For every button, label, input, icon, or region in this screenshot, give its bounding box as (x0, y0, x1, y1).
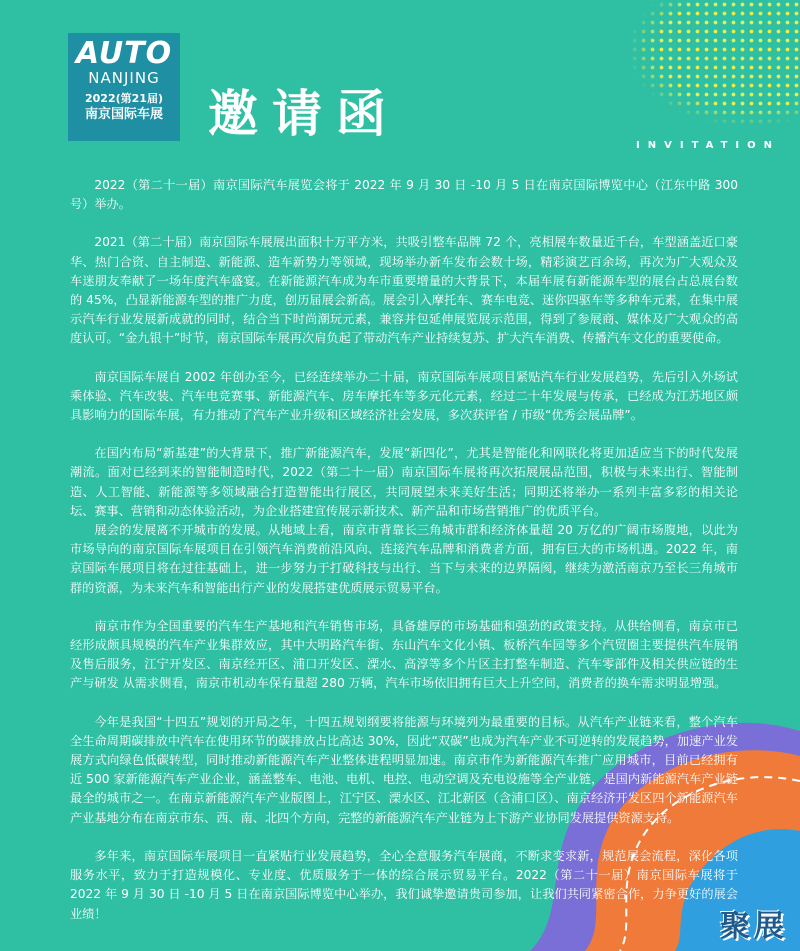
paragraph-7: 今年是我国“十四五”规划的开局之年，十四五规划纲要将能源与环境列为最重要的目标。从汽车产业链来看，整个汽车全生命周期碳排放中汽车在使用环节的碳排放占比高达 30%，因此“双碳”也成为汽车产业不可逆转的发展趋势，加速产业发展方式向绿色低碳转型，同时推动新能源汽车产业整体进程明显加速。南京市作为新能源汽车推广应用城市，目前已经拥有近 500 家新能源汽车产业企业，涵盖整车、电池、电机、电控、电动空调及充电设施等全产业链，是国内新能源汽车产业链最全的城市之一。在南京新能源汽车产业版图上，江宁区、溧水区、江北新区（含浦口区）、南京经济开发区四个新能源汽车产业基地分布在南京市东、西、南、北四个方向，完整的新能源汽车产业链为上下游产业协同发展提供资源支持。 (70, 714, 738, 825)
logo-edition-text: 2022(第21届) (85, 92, 163, 105)
paragraph-8: 多年来，南京国际车展项目一直紧贴行业发展趋势，全心全意服务汽车展商，不断求变求新，规范展会流程，深化各项服务水平，致力于打造规模化、专业度、优质服务于一体的综合展示贸易平台。2022（第二十一届）南京国际车展将于 2022 年 9 月 30 日 -10 月 5 日在南京国际博览中心举办，我们诚挚邀请贵司参加，让我们共同紧密合作，力争更好的展会业绩！ (70, 848, 738, 921)
invitation-body (70, 176, 738, 943)
watermark-logo: 聚展 (720, 909, 788, 944)
page-title: 邀请函 (208, 84, 400, 143)
paragraph-5: 展会的发展离不开城市的发展。从地域上看，南京市背靠长三角城市群和经济体量超 20 万亿的广阔市场腹地，以此为市场导向的南京国际车展项目在引领汽车消费前沿风向、连接汽车品牌和消费者方面，拥有巨大的市场机遇。2022 年，南京国际车展项目将在过往基础上，进一步努力于打破科技与出行、当下与未来的边界隔阂，继续为激活南京乃至长三角城市群的资源，为未来汽车和智能出行产业的发展搭建优质展示贸易平台。 (70, 523, 738, 595)
paragraph-3: 南京国际车展自 2002 年创办至今，已经连续举办二十届，南京国际车展项目紧贴汽车行业发展趋势，先后引入外场试乘体验、汽车改装、汽车电竞赛事、新能源汽车、房车摩托车等多元化元素，经过二十年发展与传承，已经成为江苏地区颇具影响力的国际车展，有力推动了汽车产业升级和区域经济社会发展，多次获评省 / 市级“优秀会展品牌”。 (70, 369, 738, 423)
logo-name-text: 南京国际车展 (84, 107, 163, 122)
paragraph-2: 2021（第二十届）南京国际车展展出面积十万平方米，共吸引整车品牌 72 个，亮相展车数量近千台，车型涵盖近口豪华、热门合资、自主制造、新能源、造车新势力等领域，现场举办新车发布会数十场，精彩演艺百余场，再次为广大观众及车迷朋友奉献了一场年度汽车盛宴。在新能源汽车成为车市重要增量的大背景下，本届车展有新能源车型的展台占总展台数的 45%，凸显新能源车型的推广力度，创历届展会新高。展会引入摩托车、赛车电竞、迷你四驱车等多种车元素，在集中展示汽车行业发展新成就的同时，结合当下时尚潮玩元素，兼容并包延伸展览展示范围，得到了参展商、媒体及广大观众的高度认可。“金九银十”时节，南京国际车展再次肩负起了带动汽车产业持续复苏、扩大汽车消费、传播汽车文化的重要使命。 (70, 235, 738, 346)
paragraph-6: 南京市作为全国重要的汽车生产基地和汽车销售市场，具备雄厚的市场基础和强劲的政策支持。从供给侧看，南京市已经形成颇具规模的汽车产业集群效应，其中大明路汽车街、东山汽车文化小镇、板桥汽车园等多个汽贸圈主要提供汽车展销及售后服务，江宁开发区、南京经开区、浦口开发区、溧水、高淳等多个片区主打整车制造、汽车零部件及相关供应链的生产与研发 从需求侧看，南京市机动车保有量超 280 万辆，汽车市场依旧拥有巨大上升空间，消费者的换车需求明显增强。 (70, 618, 738, 691)
decorative-dot-pattern (630, 0, 800, 125)
paragraph-1: 2022（第二十一届）南京国际汽车展览会将于 2022 年 9 月 30 日 -10 月 5 日在南京国际博览中心（江东中路 300 号）举办。 (70, 178, 738, 212)
paragraph-4: 在国内布局“新基建”的大背景下，推广新能源汽车，发展“新四化”，尤其是智能化和网联化将更加适应当下的时代发展潮流。面对已经到来的智能制造时代，2022（第二十一届）南京国际车展将再次拓展展品范围，积极与未来出行、智能制造、人工智能、新能源等多领域融合打造智能出行展区，共同展望未来美好生活；同期还将举办一系列丰富多彩的相关论坛、赛事、营销和动态体验活动，为企业搭建宣传展示新技术、新产品和市场营销推广的优质平台。 (70, 446, 738, 518)
page-subtitle: INVITATION (636, 140, 780, 151)
auto-nanjing-logo (68, 33, 180, 141)
logo-city-text: NANJING (88, 69, 160, 87)
logo-auto-text: AUTO (75, 36, 173, 71)
